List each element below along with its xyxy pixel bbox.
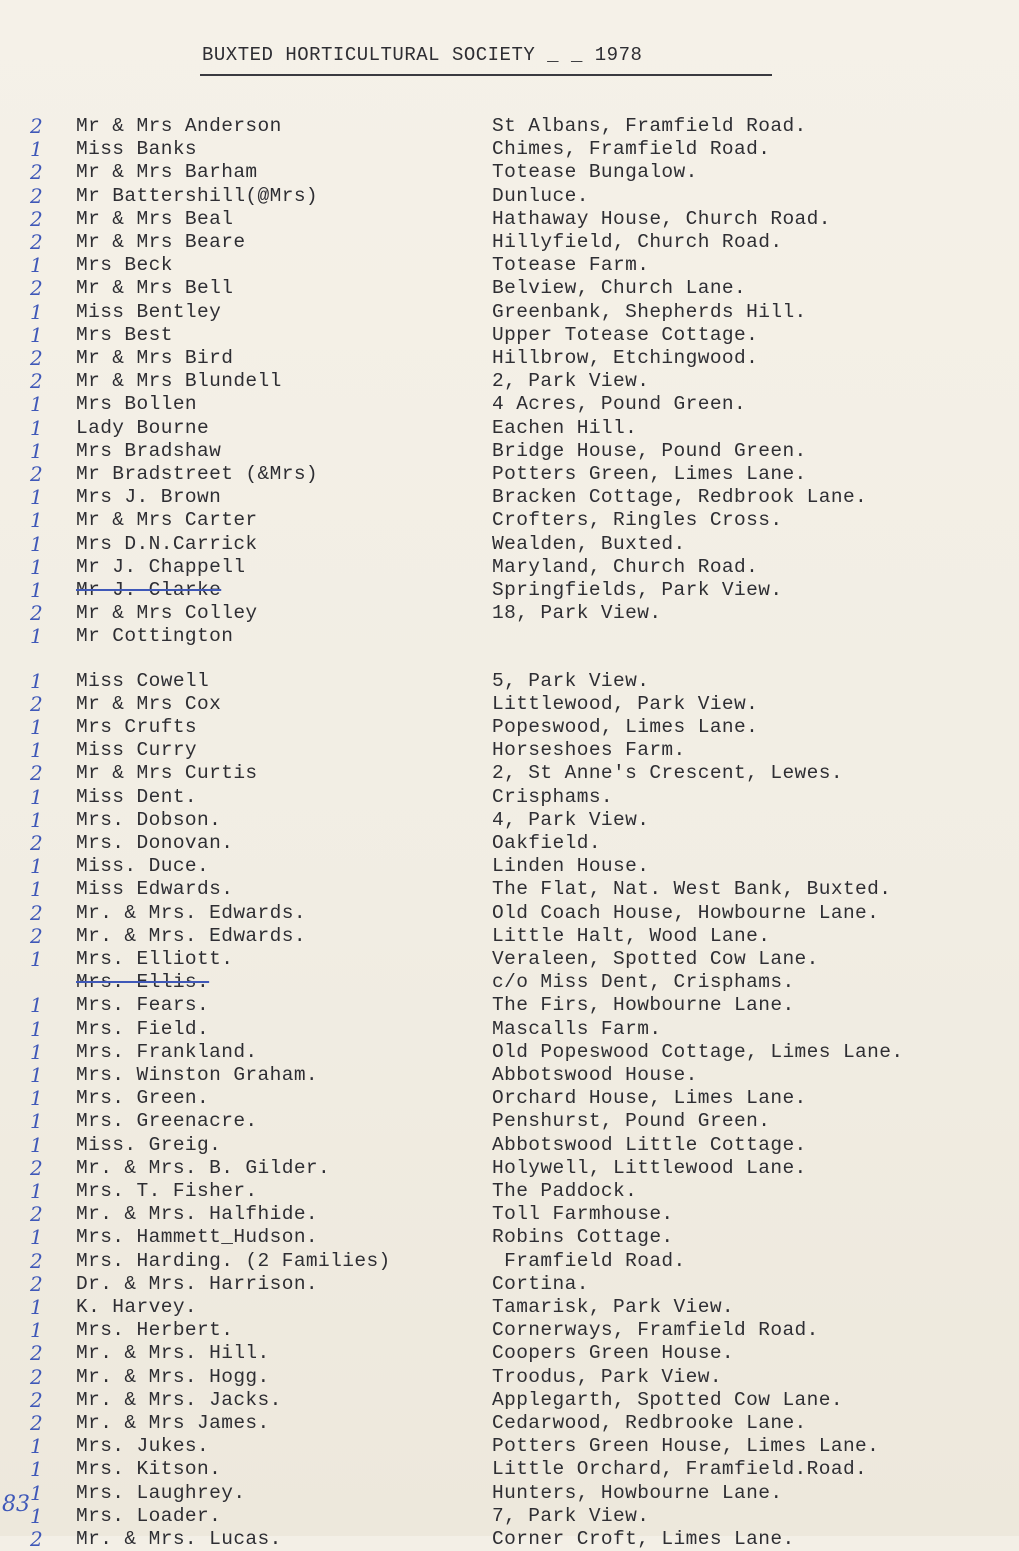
- handwritten-count: 1: [30, 508, 43, 533]
- handwritten-count: 1: [30, 1434, 43, 1459]
- member-address: Linden House.: [492, 855, 650, 878]
- member-address: Potters Green, Limes Lane.: [492, 463, 807, 485]
- member-name: Mrs. Elliott.: [76, 948, 234, 970]
- member-name: Mr & Mrs Beal: [76, 207, 234, 230]
- member-row: [0, 716, 1019, 739]
- handwritten-count: 2: [30, 346, 43, 370]
- member-address: Oakfield.: [492, 832, 601, 854]
- handwritten-count: 1: [30, 1063, 43, 1087]
- member-name: Mrs. Harding. (2 Families): [76, 1249, 391, 1272]
- member-name: Mr J. Clarke: [76, 579, 222, 601]
- member-name: Mrs Bollen: [76, 393, 198, 416]
- member-address: Mascalls Farm.: [492, 1017, 662, 1040]
- handwritten-count: 2: [30, 230, 43, 254]
- member-name: Mrs. Green.: [76, 1087, 210, 1110]
- handwritten-count: 1: [30, 392, 43, 417]
- member-address: Totease Bungalow.: [492, 161, 698, 184]
- handwritten-count: 1: [30, 1457, 43, 1482]
- member-row: [0, 1296, 1019, 1319]
- member-name: Mrs. Fears.: [76, 994, 210, 1017]
- handwritten-count: 1: [30, 947, 43, 971]
- member-address: 2, Park View.: [492, 370, 650, 393]
- member-address: Belview, Church Lane.: [492, 277, 747, 300]
- member-row: [0, 1087, 1019, 1110]
- member-name: Mr. & Mrs. Hogg.: [76, 1365, 270, 1388]
- member-row: [0, 509, 1019, 532]
- member-address: Wealden, Buxted.: [492, 532, 686, 555]
- member-address: Eachen Hill.: [492, 416, 638, 439]
- member-name: Mrs. Kitson.: [76, 1458, 222, 1481]
- handwritten-count: 1: [30, 1179, 43, 1203]
- member-row: [0, 739, 1019, 762]
- handwritten-count: 2: [30, 1271, 43, 1296]
- member-name: Mr. & Mrs. Edwards.: [76, 924, 306, 947]
- member-row: [0, 994, 1019, 1017]
- member-row: [0, 902, 1019, 925]
- member-row: [0, 417, 1019, 440]
- member-address: Hillyfield, Church Road.: [492, 231, 783, 253]
- handwritten-count: 1: [30, 438, 43, 463]
- member-address: Tamarisk, Park View.: [492, 1296, 735, 1318]
- handwritten-count: 2: [30, 276, 43, 301]
- member-address: 2, St Anne's Crescent, Lewes.: [492, 762, 843, 785]
- member-row: [0, 370, 1019, 393]
- member-row: [0, 1366, 1019, 1389]
- member-row: [0, 1319, 1019, 1342]
- member-address: Bridge House, Pound Green.: [492, 439, 807, 462]
- handwritten-count: 1: [30, 738, 43, 763]
- member-row: [0, 208, 1019, 231]
- handwritten-count: 1: [30, 715, 43, 739]
- member-row: [0, 1528, 1019, 1551]
- member-row: [0, 1505, 1019, 1528]
- handwritten-count: 2: [30, 1527, 43, 1551]
- member-address: c/o Miss Dent, Crisphams.: [492, 971, 795, 994]
- member-row: [0, 1134, 1019, 1157]
- handwritten-count: 1: [30, 554, 43, 579]
- member-address: Totease Farm.: [492, 254, 650, 277]
- member-row: [0, 786, 1019, 809]
- handwritten-count: 2: [30, 1364, 43, 1389]
- member-address: Troodus, Park View.: [492, 1365, 722, 1388]
- member-row: [0, 254, 1019, 277]
- member-name: Mr. & Mrs. B. Gilder.: [76, 1156, 331, 1179]
- handwritten-count: 1: [30, 137, 43, 162]
- handwritten-count: 2: [30, 1155, 43, 1180]
- member-address: Potters Green House, Limes Lane.: [492, 1435, 880, 1458]
- member-address: Holywell, Littlewood Lane.: [492, 1156, 807, 1179]
- member-address: 4, Park View.: [492, 808, 650, 831]
- handwritten-count: 1: [30, 1480, 43, 1505]
- member-row: [0, 948, 1019, 971]
- member-name: Miss. Greig.: [76, 1133, 222, 1156]
- member-address: Old Popeswood Cottage, Limes Lane.: [492, 1040, 904, 1063]
- member-address: 7, Park View.: [492, 1504, 650, 1527]
- handwritten-count: 1: [30, 415, 43, 440]
- handwritten-count: 2: [30, 1248, 43, 1273]
- handwritten-count: 2: [30, 160, 43, 185]
- member-row: [0, 301, 1019, 324]
- member-address: Robins Cottage.: [492, 1226, 674, 1249]
- member-address: Old Coach House, Howbourne Lane.: [492, 901, 880, 924]
- handwritten-count: 2: [30, 831, 43, 855]
- handwritten-count: 1: [30, 993, 43, 1018]
- handwritten-count: 2: [30, 761, 43, 786]
- member-row: [0, 1203, 1019, 1226]
- member-address: The Firs, Howbourne Lane.: [492, 994, 795, 1017]
- member-address: Greenbank, Shepherds Hill.: [492, 300, 807, 323]
- handwritten-count: 2: [30, 923, 43, 948]
- member-name: Mrs. Jukes.: [76, 1435, 210, 1458]
- member-address: Orchard House, Limes Lane.: [492, 1087, 807, 1110]
- member-address: Toll Farmhouse.: [492, 1203, 674, 1226]
- member-name: K. Harvey.: [76, 1296, 198, 1318]
- member-row: [0, 1482, 1019, 1505]
- member-address: Chimes, Framfield Road.: [492, 138, 771, 161]
- member-name: Miss Curry: [76, 739, 198, 762]
- member-row: [0, 556, 1019, 579]
- member-address: 5, Park View.: [492, 669, 650, 692]
- member-address: Hillbrow, Etchingwood.: [492, 347, 759, 369]
- member-row: [0, 1458, 1019, 1481]
- member-name: Mrs. Laughrey.: [76, 1481, 246, 1504]
- member-name: Mr & Mrs Curtis: [76, 762, 258, 785]
- handwritten-count: 2: [30, 1387, 43, 1412]
- member-address: Cedarwood, Redbrooke Lane.: [492, 1412, 807, 1434]
- handwritten-count: 1: [30, 1503, 43, 1528]
- handwritten-count: 1: [30, 1016, 43, 1041]
- member-row: [0, 231, 1019, 254]
- handwritten-count: 2: [30, 1341, 43, 1366]
- handwritten-count: 2: [30, 1202, 43, 1227]
- member-row: [0, 809, 1019, 832]
- member-address: Dunluce.: [492, 184, 589, 207]
- member-row: [0, 1041, 1019, 1064]
- member-address: Cortina.: [492, 1272, 589, 1295]
- handwritten-count: 1: [30, 1086, 43, 1111]
- member-name: Mr & Mrs Cox: [76, 692, 222, 715]
- member-row: [0, 347, 1019, 370]
- member-name: Mrs. Ellis.: [76, 971, 210, 994]
- member-row: [0, 1226, 1019, 1249]
- member-name: Mrs. Loader.: [76, 1504, 222, 1527]
- member-row: [0, 324, 1019, 347]
- handwritten-count: 1: [30, 668, 43, 693]
- handwritten-count: 2: [30, 114, 43, 138]
- handwritten-count: 2: [30, 1411, 43, 1435]
- member-row: [0, 832, 1019, 855]
- member-address: St Albans, Framfield Road.: [492, 115, 807, 137]
- member-name: Mrs. Herbert.: [76, 1319, 234, 1342]
- member-address: Crisphams.: [492, 785, 614, 808]
- member-address: Little Orchard, Framfield.Road.: [492, 1458, 868, 1481]
- handwritten-count: 1: [30, 807, 43, 832]
- member-name: Mr. & Mrs. Halfhide.: [76, 1203, 319, 1226]
- member-name: Mrs Beck: [76, 254, 173, 277]
- member-name: Mr. & Mrs James.: [76, 1412, 270, 1434]
- member-name: Miss Cowell: [76, 669, 210, 692]
- member-address: Hunters, Howbourne Lane.: [492, 1481, 783, 1504]
- member-name: Lady Bourne: [76, 416, 210, 439]
- member-row: [0, 855, 1019, 878]
- handwritten-count: 1: [30, 624, 43, 649]
- member-name: Mrs. Winston Graham.: [76, 1064, 319, 1086]
- member-address: Abbotswood House.: [492, 1064, 698, 1086]
- handwritten-count: 2: [30, 206, 43, 231]
- member-name: Mr & Mrs Anderson: [76, 115, 282, 137]
- handwritten-count: [30, 971, 76, 994]
- member-row: [0, 971, 1019, 994]
- member-row: [0, 762, 1019, 785]
- handwritten-count: 2: [30, 601, 43, 626]
- member-row: [0, 1018, 1019, 1041]
- handwritten-count: 1: [30, 784, 43, 809]
- member-row: [0, 1412, 1019, 1435]
- member-address: Hathaway House, Church Road.: [492, 207, 831, 230]
- member-address: Cornerways, Framfield Road.: [492, 1319, 819, 1342]
- handwritten-count: 2: [30, 462, 43, 486]
- member-name: Dr. & Mrs. Harrison.: [76, 1272, 319, 1295]
- member-address: Springfields, Park View.: [492, 579, 783, 601]
- member-name: Mrs Crufts: [76, 716, 198, 738]
- member-name: Mr & Mrs Bird: [76, 347, 234, 369]
- member-name: Mr Cottington: [76, 625, 234, 648]
- member-row: [0, 579, 1019, 602]
- member-row: [0, 1064, 1019, 1087]
- member-name: Mrs Best: [76, 323, 173, 346]
- member-name: Mrs D.N.Carrick: [76, 532, 258, 555]
- member-name: Mr Bradstreet (&Mrs): [76, 463, 319, 485]
- member-name: Mrs Bradshaw: [76, 439, 222, 462]
- member-address: Bracken Cottage, Redbrook Lane.: [492, 486, 868, 509]
- member-name: Mrs. Hammett_Hudson.: [76, 1226, 319, 1249]
- member-row: [0, 925, 1019, 948]
- member-name: Mrs. Field.: [76, 1017, 210, 1040]
- member-name: Miss Dent.: [76, 785, 198, 808]
- member-address: Little Halt, Wood Lane.: [492, 924, 771, 947]
- member-address: Framfield Road.: [492, 1249, 686, 1272]
- member-name: Mrs. Donovan.: [76, 832, 234, 854]
- member-row: [0, 463, 1019, 486]
- handwritten-count: 1: [30, 253, 43, 278]
- member-name: Mrs. Dobson.: [76, 808, 222, 831]
- member-name: Mrs. T. Fisher.: [76, 1180, 258, 1202]
- member-row: [0, 277, 1019, 300]
- member-name: Mr. & Mrs. Lucas.: [76, 1528, 282, 1550]
- handwritten-count: 1: [30, 578, 43, 602]
- member-row: [0, 161, 1019, 184]
- member-name: Miss. Duce.: [76, 855, 210, 878]
- handwritten-count: 2: [30, 691, 43, 716]
- handwritten-count: 1: [30, 1039, 43, 1064]
- handwritten-count: 2: [30, 900, 43, 925]
- handwritten-count: 1: [30, 1295, 43, 1319]
- member-row: [0, 1435, 1019, 1458]
- member-row: [0, 1157, 1019, 1180]
- member-address: Coopers Green House.: [492, 1342, 735, 1365]
- member-row: [0, 625, 1019, 648]
- member-name: Mrs. Greenacre.: [76, 1110, 258, 1133]
- member-name: Mr & Mrs Colley: [76, 602, 258, 625]
- member-name: Mr J. Chappell: [76, 555, 246, 578]
- member-name: Mrs J. Brown: [76, 486, 222, 509]
- member-address: The Paddock.: [492, 1180, 638, 1202]
- member-name: Miss Edwards.: [76, 878, 234, 901]
- member-name: Mr. & Mrs. Hill.: [76, 1342, 270, 1365]
- member-address: Corner Croft, Limes Lane.: [492, 1528, 795, 1550]
- member-name: Mr & Mrs Bell: [76, 277, 234, 300]
- member-address: The Flat, Nat. West Bank, Buxted.: [492, 878, 892, 901]
- member-row: [0, 1273, 1019, 1296]
- handwritten-count: 1: [30, 1318, 43, 1343]
- member-name: Mr & Mrs Blundell: [76, 370, 282, 393]
- member-name: Mr. & Mrs. Jacks.: [76, 1388, 282, 1411]
- title-underline: [200, 74, 772, 76]
- member-row: [0, 1180, 1019, 1203]
- member-address: Penshurst, Pound Green.: [492, 1110, 771, 1133]
- member-row: [0, 1110, 1019, 1133]
- handwritten-count: 2: [30, 369, 43, 394]
- member-name: Mr & Mrs Beare: [76, 231, 246, 253]
- member-row: [0, 440, 1019, 463]
- member-address: Abbotswood Little Cottage.: [492, 1133, 807, 1156]
- handwritten-count: 1: [30, 854, 43, 879]
- member-name: Miss Banks: [76, 138, 198, 161]
- handwritten-tally: 83: [2, 1492, 30, 1517]
- handwritten-count: 1: [30, 1225, 43, 1250]
- member-row: [0, 1342, 1019, 1365]
- member-address: Littlewood, Park View.: [492, 692, 759, 715]
- member-row: [0, 1250, 1019, 1273]
- member-name: Mr Battershill(@Mrs): [76, 184, 319, 207]
- handwritten-count: 2: [30, 183, 43, 208]
- member-row: [0, 486, 1019, 509]
- member-address: Veraleen, Spotted Cow Lane.: [492, 948, 819, 970]
- handwritten-count: 1: [30, 877, 43, 902]
- member-row: [0, 693, 1019, 716]
- member-row: [0, 138, 1019, 161]
- member-name: Miss Bentley: [76, 300, 222, 323]
- handwritten-count: 1: [30, 1109, 43, 1134]
- handwritten-count: 1: [30, 299, 43, 324]
- handwritten-count: 1: [30, 322, 43, 347]
- member-address: Upper Totease Cottage.: [492, 323, 759, 346]
- member-row: [0, 115, 1019, 138]
- member-address: Popeswood, Limes Lane.: [492, 716, 759, 738]
- handwritten-count: 1: [30, 485, 43, 510]
- member-name: Mr. & Mrs. Edwards.: [76, 901, 306, 924]
- member-row: [0, 602, 1019, 625]
- member-address: Crofters, Ringles Cross.: [492, 509, 783, 532]
- member-name: Mrs. Frankland.: [76, 1040, 258, 1063]
- member-row: [0, 670, 1019, 693]
- member-row: [0, 1389, 1019, 1412]
- page-title: BUXTED HORTICULTURAL SOCIETY _ _ 1978: [202, 44, 643, 66]
- handwritten-count: 1: [30, 531, 43, 556]
- member-address: 18, Park View.: [492, 602, 662, 625]
- member-address: Maryland, Church Road.: [492, 555, 759, 578]
- handwritten-count: 1: [30, 1132, 43, 1157]
- member-row: [0, 878, 1019, 901]
- member-row: [0, 185, 1019, 208]
- member-address: Horseshoes Farm.: [492, 739, 686, 762]
- member-address: 4 Acres, Pound Green.: [492, 393, 747, 416]
- member-name: Mr & Mrs Barham: [76, 161, 258, 184]
- member-row: [0, 533, 1019, 556]
- member-name: Mr & Mrs Carter: [76, 509, 258, 532]
- member-address: Applegarth, Spotted Cow Lane.: [492, 1388, 843, 1411]
- member-row: [0, 393, 1019, 416]
